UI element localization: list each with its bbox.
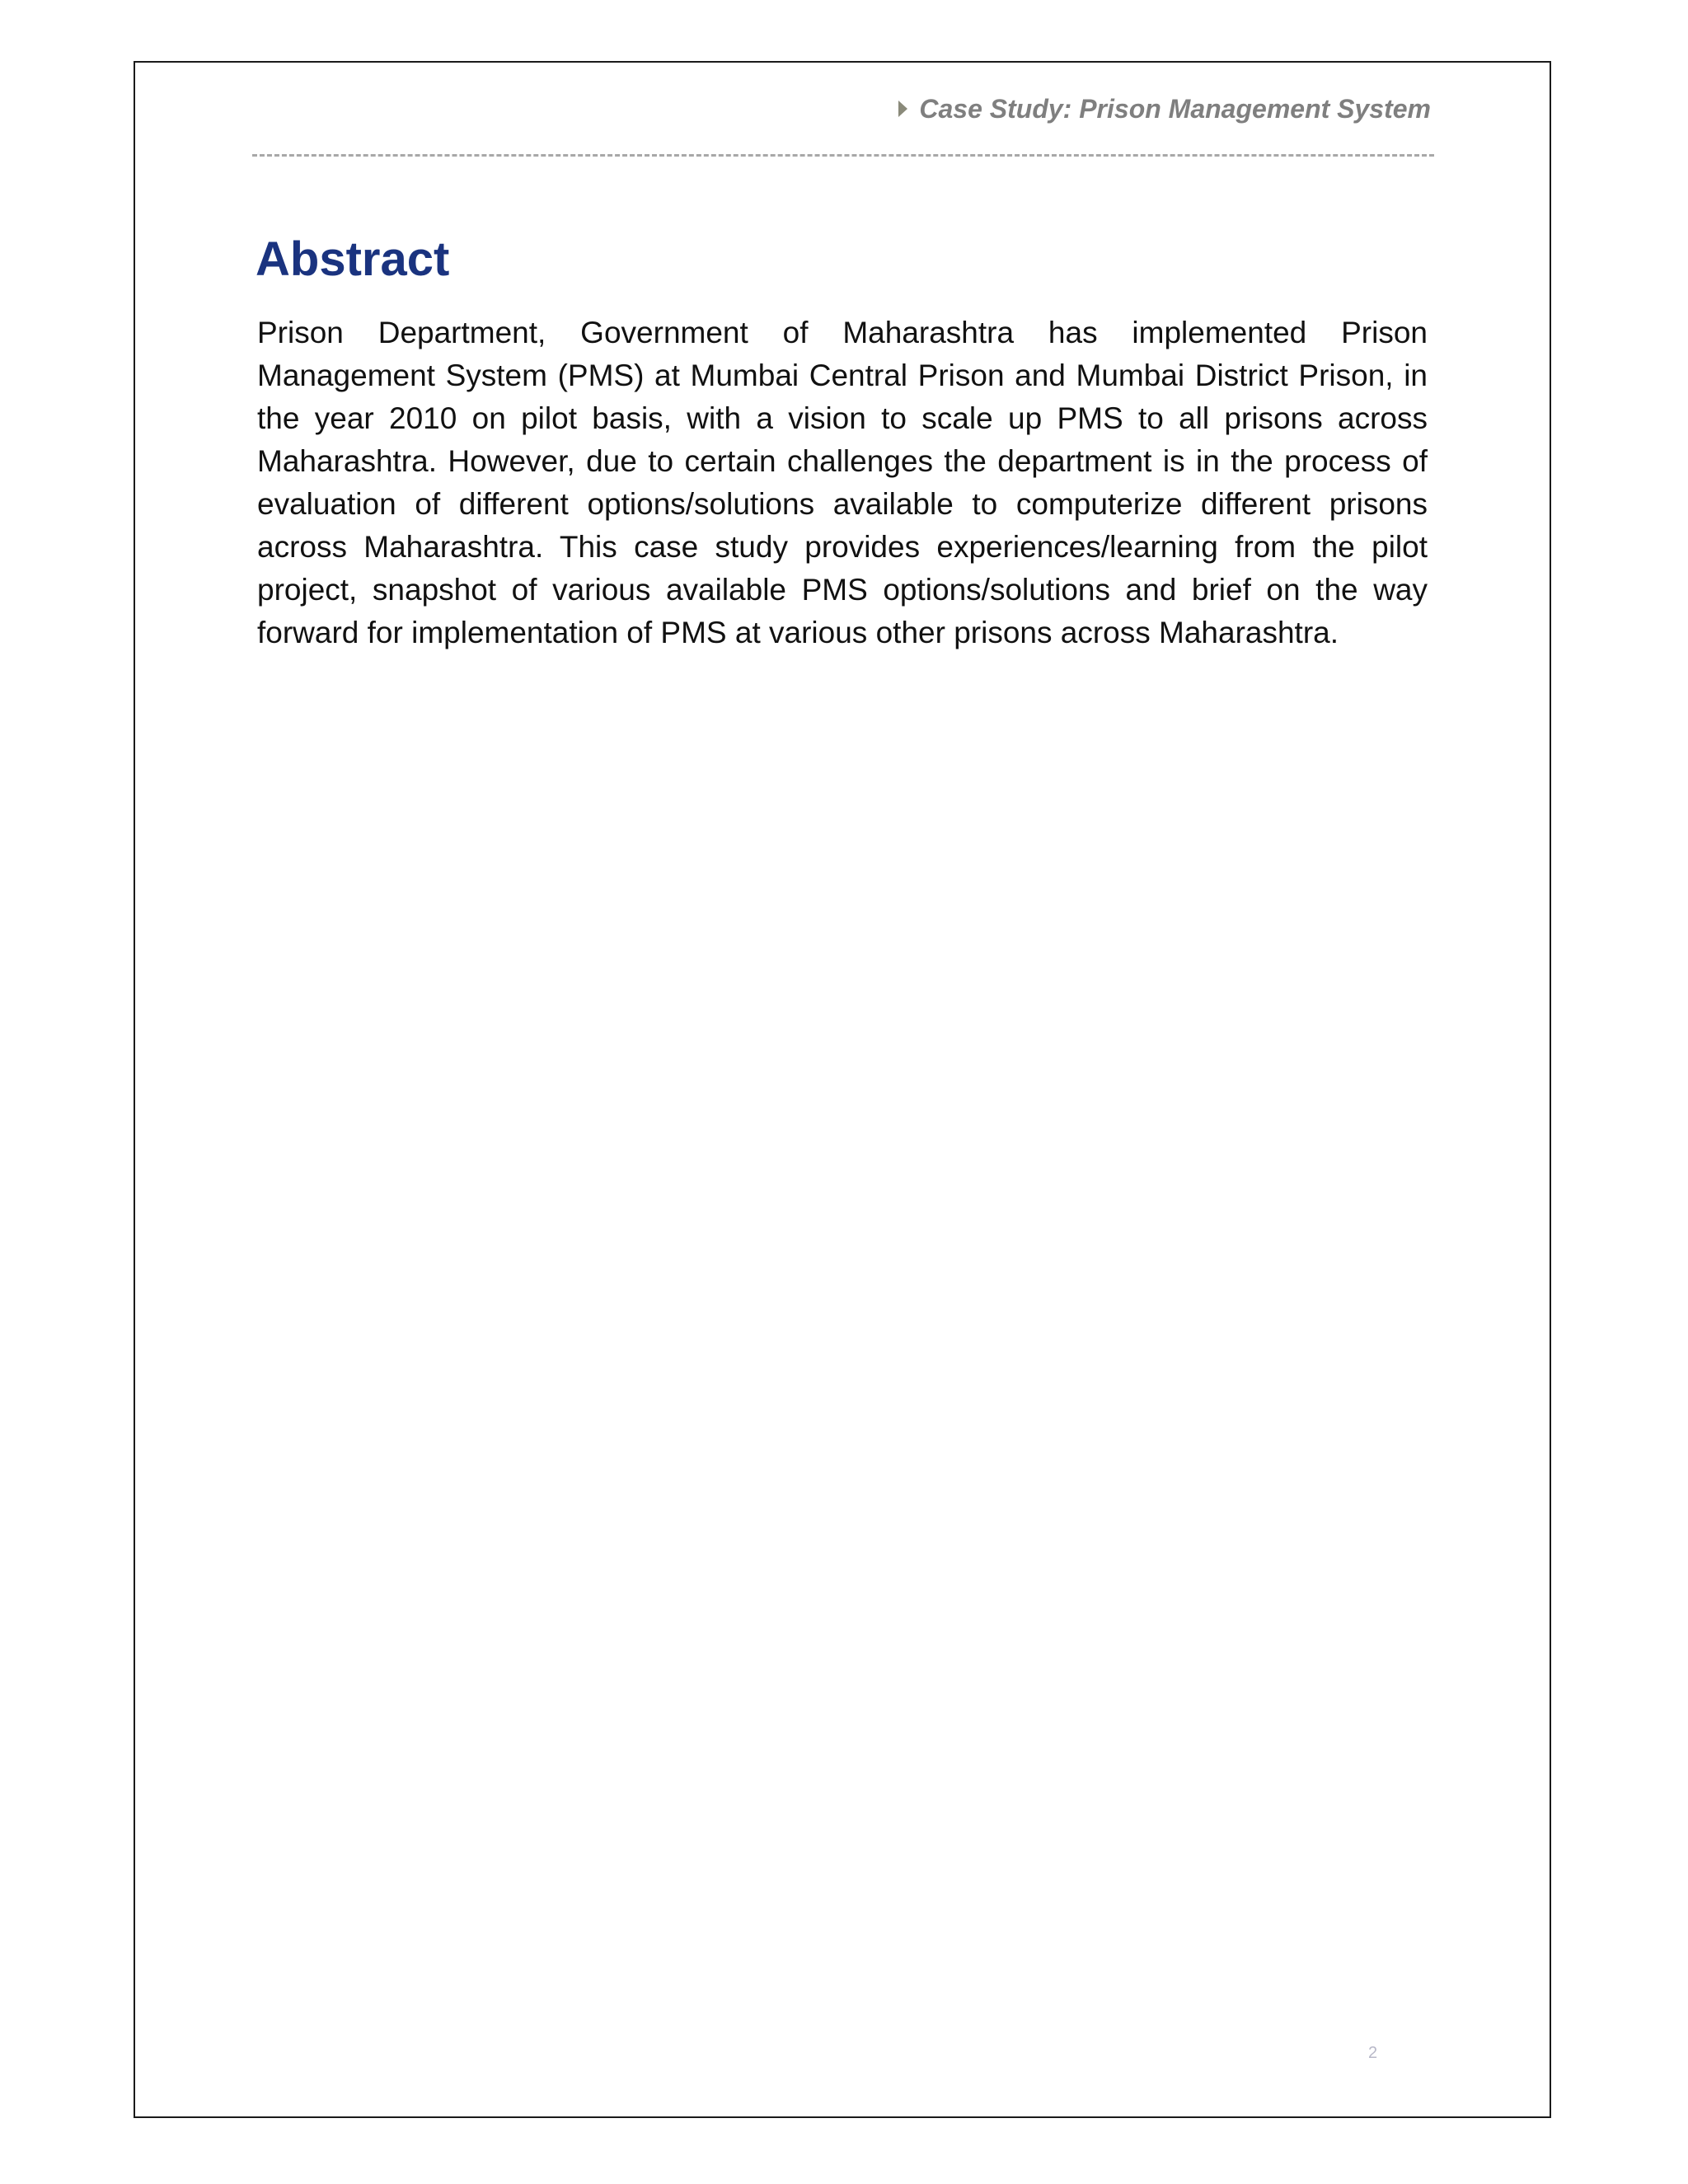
header-divider (252, 154, 1434, 157)
running-header (256, 91, 1431, 127)
running-header-title: Case Study: Prison Management System (919, 93, 1431, 124)
page-number: 2 (1368, 2044, 1378, 2062)
section-heading: Abstract (256, 232, 450, 286)
abstract-paragraph: Prison Department, Government of Maharashtra has implemented Prison Management System (PMS) at Mumbai Central Prison and Mumbai District Prison, in the year 2010 on pilot basis, with a vision to scale up PMS to all prisons across Maharashtra. However, due to certain challenges the department is in the process of evaluation of different options/solutions available to computerize different prisons across Maharashtra. This case study provides experiences/learning from the pilot project, snapshot of various available PMS options/solutions and brief on the way forward for implementation of PMS at various other prisons across Maharashtra. (257, 316, 1428, 649)
triangle-right-icon (898, 101, 907, 117)
